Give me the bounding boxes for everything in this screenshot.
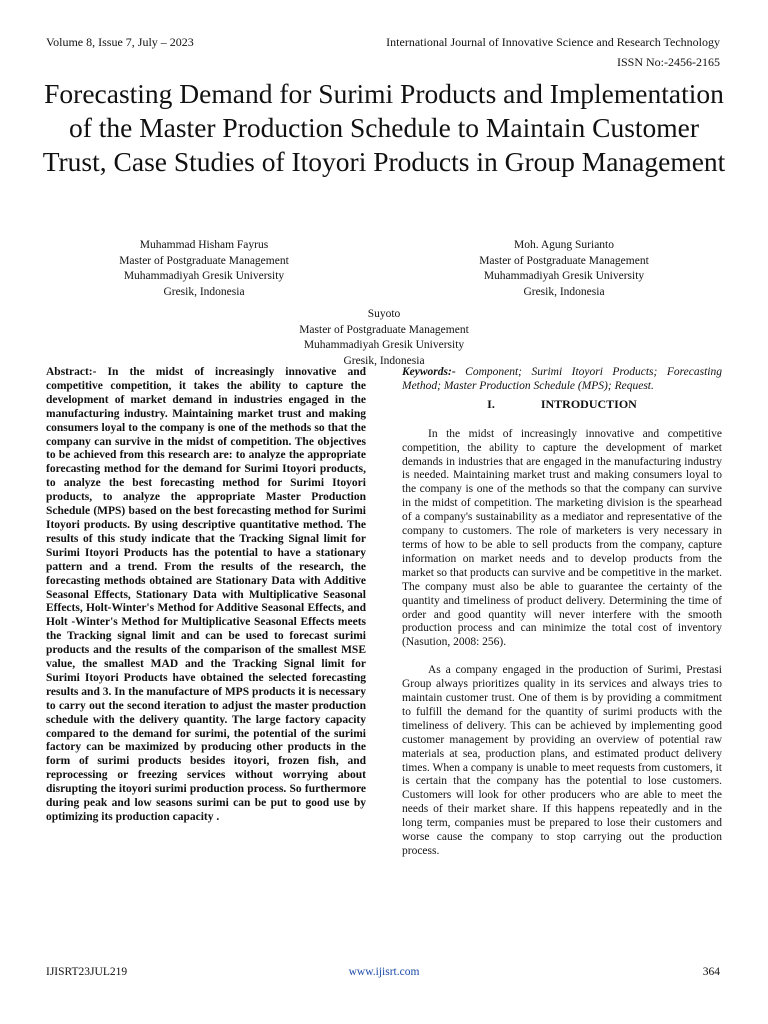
author-dept: Master of Postgraduate Management <box>479 254 649 267</box>
author-univ: Muhammadiyah Gresik University <box>123 270 285 282</box>
author-univ: Muhammadiyah Gresik University <box>303 339 465 351</box>
section-heading <box>402 398 722 412</box>
journal-url-link[interactable]: www.ijisrt.com <box>348 966 420 978</box>
left-column <box>46 366 366 825</box>
keywords <box>402 366 722 394</box>
journal-volume: Volume 8, Issue 7, July – 2023 <box>46 35 194 49</box>
journal-name: International Journal of Innovative Science and Research Technology <box>386 35 720 49</box>
author-dept: Master of Postgraduate Management <box>119 254 289 267</box>
abstract: Abstract:- In the midst of increasingly innovative and competitive competition, it takes the ability to capture the development of market demand in industries engaged in the manufacturing industry. Maintaining market trust and making consumers loyal to the company is one of the methods so that the company can survive in the midst of competition. The objectives to be achieved from this research are: to analyze the appropriate forecasting method for the demand for Surimi Itoyori products, to analyze the best forecasting method for Surimi Itoyori products, to analyze the appropriate Master Production Schedule (MPS) based on the best forecasting method for Surimi Itoyori products. By using descriptive quantitative method. The results of this study indicate that the Tracking Signal limit for Surimi Itoyori Products has the potential to have a stationary pattern and a trend. From the results of the research, the forecasting methods obtained are Stationary Data with Additive Seasonal Effects, Stationary Data with Multiplicative Seasonal Effects, Holt-Winter's Method for Additive Seasonal Effects, and Holt -Winter's Method for Multiplicative Seasonal Effects meets the Tracking signal limit and can be used to forecast surimi products and the results of the comparison of the smallest MSE value, the smallest MAD and the Tracking Signal limit for Surimi Itoyori Products have obtained the selected forecasting results and 3. In the manufacture of MPS products it is necessary to carry out the second iteration to adjust the master production schedule with the delivery quantity. The large factory capacity compared to the demand for surimi, the potential of the surimi factory can be maximized by producing other products in the form of surimi products besides itoyori, frozen fish, and reprocessing or freezing services without worrying about disrupting the itoyori surimi production process. So furthermore during peak and low seasons surimi can be put to good use by optimizing its production capacity . <box>46 366 366 823</box>
keywords-text: Component; Surimi Itoyori Products; Forecasting Method; Master Production Schedule (MPS); Request. <box>402 366 722 392</box>
keywords-label: Keywords:- <box>402 366 456 378</box>
author-name: Suyoto <box>367 308 401 320</box>
page-number: 364 <box>702 966 720 978</box>
author-block-3 <box>264 307 504 369</box>
author-dept: Master of Postgraduate Management <box>299 323 469 336</box>
author-name: Moh. Agung Surianto <box>514 239 614 251</box>
author-univ: Muhammadiyah Gresik University <box>483 270 645 282</box>
intro-paragraph-1: In the midst of increasingly innovative and competitive competition, the ability to capture the development of market demands in industries that are engaged in the manufacturing industry is needed. Maintaining market trust and making consumers loyal to the company is one of the methods so that the company can survive in the midst of competition. The marketing division is the spearhead of a company's sustainability as a mediator and representative of the company to customers. The role of marketers is very necessary in terms of how to be able to sell products from the company, capture information on market needs and to develop products from the market so that products can survive and be competitive in the market. The company must also be able to guarantee the certainty of the quantity and timeliness of product delivery. Determining the time of order and good quantity will never interfere with the smooth production process and can minimize the total cost of inventory (Nasution, 2008: 256). <box>402 427 722 649</box>
paper-title: Forecasting Demand for Surimi Products and Implementation of the Master Production Schedule to Maintain Customer Trust, Case Studies of Itoyori Products in Group Management <box>42 78 726 177</box>
paper-code: IJISRT23JUL219 <box>46 966 128 978</box>
author-name: Muhammad Hisham Fayrus <box>139 239 269 251</box>
author-block-1 <box>84 238 324 300</box>
section-title: INTRODUCTION <box>540 396 637 411</box>
section-number: I. <box>487 396 495 411</box>
author-location: Gresik, Indonesia <box>343 354 425 367</box>
author-location: Gresik, Indonesia <box>523 285 605 298</box>
right-column <box>402 366 722 873</box>
journal-issn: ISSN No:-2456-2165 <box>616 55 720 69</box>
intro-paragraph-2: As a company engaged in the production of Surimi, Prestasi Group always prioritizes quality in its services and always tries to maintain customer trust. One of them is by providing a commitment to fulfill the demand for the quantity of surimi products with the timeliness of delivery. This can be achieved by implementing good customer management by providing an overview of potential raw materials at sea, production plans, and estimated product delivery times. When a company is unable to meet requests from customers, it is certain that the company has the potential to lose customers. Customers will look for other producers who are able to meet the needs of their market share. If this happens repeatedly and in the long term, companies must be prepared to lose their customers and worse cause the company to stop carrying out the production process. <box>402 664 722 857</box>
author-location: Gresik, Indonesia <box>163 285 245 298</box>
author-block-2 <box>444 238 684 300</box>
